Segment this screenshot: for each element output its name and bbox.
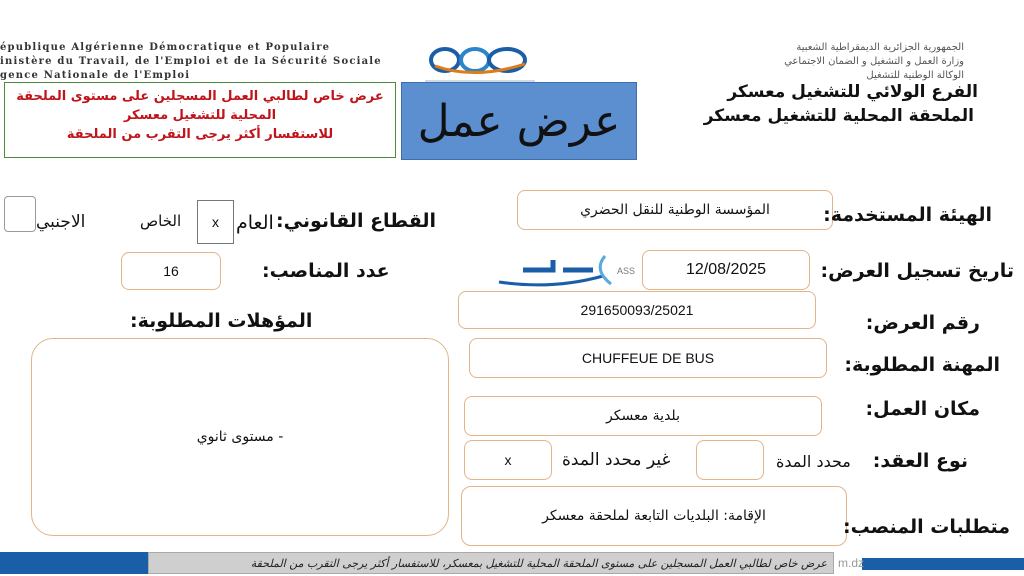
header-fr-line1: épublique Algérienne Démocratique et Populaire: [0, 42, 331, 53]
header-ar-line1: الجمهورية الجزائرية الديمقراطية الشعبية: [796, 42, 964, 53]
qualifications-value: - مستوى ثانوي: [196, 429, 284, 445]
positions-field: [121, 252, 221, 290]
header-ar-line3: الوكالة الوطنية للتشغيل: [866, 70, 964, 81]
offer-number-field: [458, 291, 816, 329]
notice-line1: عرض خاص لطالبي العمل المسجلين على مستوى الملحقة: [16, 89, 384, 104]
foreign-checkbox[interactable]: [4, 196, 36, 232]
offer-number-value: 291650093/25021: [580, 302, 694, 318]
wassit-logo: [493, 250, 643, 290]
fixed-checkbox[interactable]: [696, 440, 764, 480]
fixed-label: محدد المدة: [776, 452, 851, 471]
foreign-label: الاجنبي: [36, 212, 86, 232]
positions-label: عدد المناصب:: [262, 260, 390, 282]
offer-date-field: [642, 250, 810, 290]
contract-label: نوع العقد:: [872, 450, 968, 472]
requirements-value: الإقامة: البلديات التابعة لملحقة معسكر: [542, 508, 766, 524]
private-mark: x: [212, 214, 219, 230]
profession-field: [469, 338, 827, 378]
qualifications-field: [31, 338, 449, 536]
notice-line2: المحلية للتشغيل معسكر: [123, 108, 277, 123]
private-label: الخاص: [140, 212, 182, 230]
notice-line3: للاستفسار أكثر يرجى التقرب من الملحقة: [66, 127, 334, 142]
public-label: العام: [236, 212, 274, 234]
footer-url-fragment: m.dz: [838, 556, 865, 570]
employer-field: [517, 190, 833, 230]
profession-value: CHUFFEUE DE BUS: [581, 350, 715, 366]
employer-value: المؤسسة الوطنية للنقل الحضري: [580, 202, 770, 218]
svg-text:ASS: ASS: [617, 266, 636, 276]
workplace-field: [464, 396, 822, 436]
workplace-value: بلدية معسكر: [606, 408, 680, 424]
header-fr-line3: gence Nationale de l'Emploi: [0, 70, 191, 81]
positions-value: 16: [163, 263, 179, 279]
legal-sector-label: القطاع القانوني:: [276, 210, 437, 232]
requirements-field: [461, 486, 847, 546]
branch-line1: الفرع الولائي للتشغيل معسكر: [727, 82, 978, 102]
workplace-label: مكان العمل:: [865, 398, 980, 420]
indefinite-checkbox[interactable]: [464, 440, 552, 480]
indefinite-label: غير محدد المدة: [562, 450, 671, 470]
footer-ticker: عرض خاص لطالبي العمل المسجلين على مستوى الملحقة المحلية للتشغيل بمعسكر، للاستفسار أكثر يرجى التقرب من الملحقة: [148, 552, 834, 574]
header-fr-line2: inistère du Travail, de l'Emploi et de la Sécurité Sociale: [0, 56, 382, 67]
qualifications-label: المؤهلات المطلوبة:: [130, 310, 313, 332]
profession-label: المهنة المطلوبة:: [844, 354, 1000, 376]
offer-date-value: 12/08/2025: [685, 261, 767, 278]
header-ar-line2: وزارة العمل و التشغيل و الضمان الاجتماعي: [784, 56, 964, 67]
indefinite-mark: x: [504, 452, 512, 468]
employer-label: الهيئة المستخدمة:: [823, 204, 992, 226]
offer-number-label: رقم العرض:: [865, 312, 980, 334]
requirements-label: متطلبات المنصب:: [843, 516, 1010, 538]
offer-date-label: تاريخ تسجيل العرض:: [820, 260, 1014, 282]
notice-box: [4, 82, 396, 158]
footer-blue-bar-right: [862, 558, 1024, 570]
private-checkbox[interactable]: [197, 200, 234, 244]
footer-blue-bar-left: [0, 552, 150, 574]
branch-line2: الملحقة المحلية للتشغيل معسكر: [703, 106, 974, 126]
page-title: عرض عمل: [401, 82, 637, 160]
